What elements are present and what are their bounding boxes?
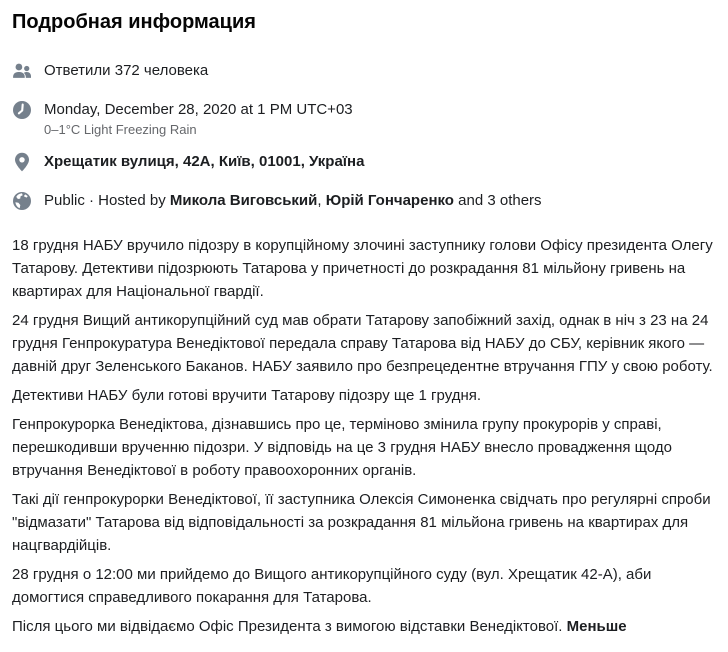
final-paragraph-text: Після цього ми відвідаємо Офіс Президента з вимогою відставки Венедіктової.: [12, 618, 567, 635]
description-paragraph: 24 грудня Вищий антикорупційний суд мав обрати Татарову запобіжний захід, однак в ніч з 23 на 24 грудня Генпрокуратура Венедіктової передала справу Татарова від НАБУ до СБУ, керівник якого — давній друг Зеленського Баканов. НАБУ заявило про безпрецедентне втручання ГПУ у свою роботу.: [12, 312, 713, 375]
description-paragraph: Такі дії генпрокурорки Венедіктової, її заступника Олексія Симоненка свідчать про регулярні спроби "відмазати" Татарова від відповідальності за розкрадання 81 мільйона гривень на квартирах для нацгвардійців.: [12, 491, 711, 554]
privacy-hosted-by-prefix: Public · Hosted by: [44, 192, 170, 209]
event-datetime-text: Monday, December 28, 2020 at 1 PM UTC+03: [44, 101, 353, 118]
host-link-1[interactable]: Микола Виговський: [169, 192, 318, 209]
description-final-paragraph: [12, 615, 716, 638]
datetime-row: [12, 100, 716, 138]
host-link-2[interactable]: Юрій Гончаренко: [325, 192, 454, 209]
page-title: Подробная информация: [12, 11, 256, 33]
other-hosts-suffix: and 3 others: [453, 192, 542, 209]
description-paragraph: Генпрокурорка Венедіктова, дізнавшись про це, терміново змінила групу прокурорів у справі, перешкодивши врученню підозри. У відповідь на це 3 грудня НАБУ внесло провадження щодо втручання Венедіктової в роботу правоохоронних органів.: [12, 416, 672, 479]
datetime-block: [44, 100, 353, 138]
globe-icon: [12, 191, 32, 211]
clock-icon: [12, 100, 32, 120]
description-paragraphs: [12, 234, 716, 609]
description-paragraph: 18 грудня НАБУ вручило підозру в корупційному злочині заступнику голови Офісу президента Олегу Татарову. Детективи підозрюють Татарова у причетності до розкрадання 81 мільйону гривень на квартирах для Національної гвардії.: [12, 237, 713, 300]
privacy-hosts-text: [44, 191, 542, 211]
description-paragraph: 28 грудня о 12:00 ми прийдемо до Вищого антикорупційного суду (вул. Хрещатик 42-А), аби домогтися справедливого покарання для Татарова.: [12, 566, 652, 606]
location-pin-icon: [12, 152, 32, 172]
attendees-count-text: Ответили 372 человека: [44, 62, 209, 79]
see-less-link[interactable]: Меньше: [566, 618, 627, 635]
host-separator: ,: [317, 192, 326, 209]
event-location-link[interactable]: Хрещатик вулиця, 42А, Київ, 01001, Україна: [44, 153, 365, 170]
description-paragraph: Детективи НАБУ були готові вручити Татарову підозру ще 1 грудня.: [12, 387, 482, 404]
privacy-hosts-row: [12, 191, 716, 211]
people-icon: [12, 61, 32, 81]
attendees-row: [12, 61, 716, 81]
weather-forecast-text: 0–1°C Light Freezing Rain: [44, 122, 197, 137]
location-row: [12, 152, 716, 172]
event-description: [12, 234, 716, 638]
